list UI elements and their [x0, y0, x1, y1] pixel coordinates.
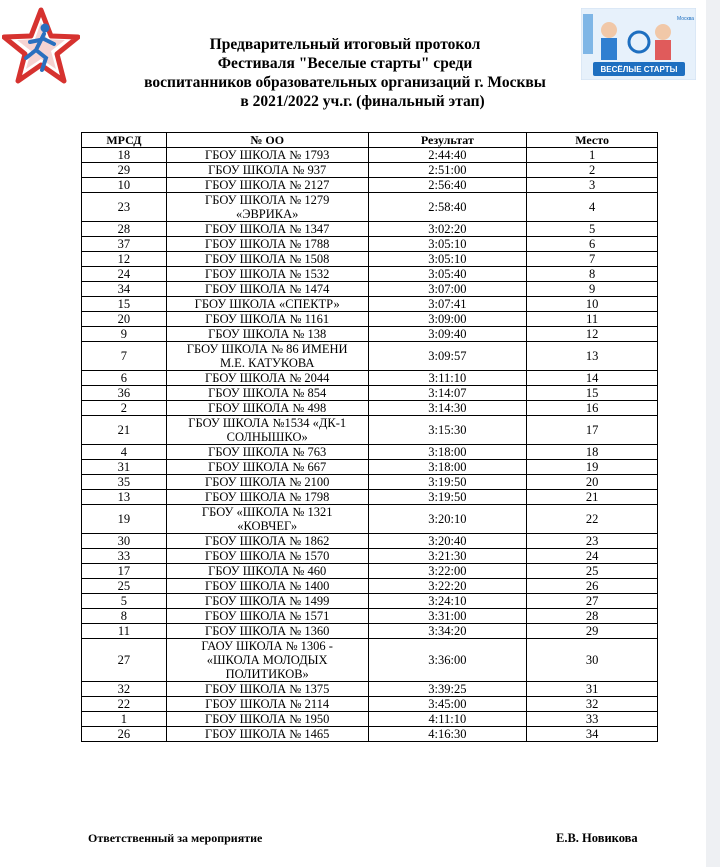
- cell-place: 10: [527, 297, 658, 312]
- cell-school: ГБОУ ШКОЛА № 1793: [166, 148, 368, 163]
- table-row: [82, 460, 658, 475]
- cell-school: ГБОУ ШКОЛА № 1161: [166, 312, 368, 327]
- table-row: [82, 564, 658, 579]
- cell-school: ГБОУ ШКОЛА № 1788: [166, 237, 368, 252]
- cell-mrsd: 7: [82, 342, 167, 371]
- cell-school: ГБОУ ШКОЛА № 937: [166, 163, 368, 178]
- cell-mrsd: 15: [82, 297, 167, 312]
- cell-mrsd: 12: [82, 252, 167, 267]
- cell-result: 4:16:30: [368, 727, 527, 742]
- cell-place: 30: [527, 639, 658, 682]
- table-body: [82, 148, 658, 742]
- cell-school: ГБОУ ШКОЛА № 1347: [166, 222, 368, 237]
- cell-result: 3:39:25: [368, 682, 527, 697]
- table-row: [82, 609, 658, 624]
- cell-result: 3:07:41: [368, 297, 527, 312]
- table-row: [82, 697, 658, 712]
- cell-result: 3:14:07: [368, 386, 527, 401]
- cell-mrsd: 35: [82, 475, 167, 490]
- cell-place: 33: [527, 712, 658, 727]
- cell-place: 32: [527, 697, 658, 712]
- cell-school: ГБОУ ШКОЛА № 2044: [166, 371, 368, 386]
- cell-place: 22: [527, 505, 658, 534]
- table-row: [82, 282, 658, 297]
- cell-school: ГБОУ ШКОЛА «СПЕКТР»: [166, 297, 368, 312]
- cell-result: 3:14:30: [368, 401, 527, 416]
- cell-result: 3:36:00: [368, 639, 527, 682]
- cell-place: 17: [527, 416, 658, 445]
- cell-mrsd: 5: [82, 594, 167, 609]
- cell-result: 3:09:00: [368, 312, 527, 327]
- cell-result: 2:44:40: [368, 148, 527, 163]
- title-line-4: в 2021/2022 уч.г. (финальный этап): [240, 93, 485, 110]
- table-row: [82, 639, 658, 682]
- table-row: [82, 401, 658, 416]
- cell-mrsd: 17: [82, 564, 167, 579]
- table-row: [82, 579, 658, 594]
- cell-result: 3:09:40: [368, 327, 527, 342]
- cell-result: 3:05:40: [368, 267, 527, 282]
- cell-school: ГБОУ ШКОЛА № 1508: [166, 252, 368, 267]
- table-row: [82, 222, 658, 237]
- table-row: [82, 594, 658, 609]
- cell-result: 3:22:00: [368, 564, 527, 579]
- cell-school: ГБОУ ШКОЛА № 1570: [166, 549, 368, 564]
- cell-school: ГБОУ ШКОЛА № 138: [166, 327, 368, 342]
- cell-result: 4:11:10: [368, 712, 527, 727]
- cell-place: 14: [527, 371, 658, 386]
- cell-place: 12: [527, 327, 658, 342]
- cell-result: 3:19:50: [368, 475, 527, 490]
- cell-place: 20: [527, 475, 658, 490]
- header-mrsd: МРСД: [82, 133, 167, 148]
- cell-place: 3: [527, 178, 658, 193]
- cell-mrsd: 37: [82, 237, 167, 252]
- cell-place: 19: [527, 460, 658, 475]
- table-row: [82, 237, 658, 252]
- cell-place: 11: [527, 312, 658, 327]
- table-row: [82, 148, 658, 163]
- cell-place: 7: [527, 252, 658, 267]
- table-row: [82, 267, 658, 282]
- cell-result: 3:11:10: [368, 371, 527, 386]
- cell-mrsd: 2: [82, 401, 167, 416]
- cell-school: ГБОУ ШКОЛА № 460: [166, 564, 368, 579]
- cell-school: ГБОУ ШКОЛА № 763: [166, 445, 368, 460]
- header-school: № ОО: [166, 133, 368, 148]
- cell-school: ГБОУ ШКОЛА № 1499: [166, 594, 368, 609]
- cell-school: ГБОУ ШКОЛА № 1532: [166, 267, 368, 282]
- cell-result: 2:56:40: [368, 178, 527, 193]
- table-row: [82, 727, 658, 742]
- cell-place: 8: [527, 267, 658, 282]
- cell-result: 3:24:10: [368, 594, 527, 609]
- title-line-1: Предварительный итоговый протокол: [209, 36, 481, 53]
- page-edge-shadow: [706, 0, 720, 867]
- table-row: [82, 178, 658, 193]
- cell-result: 3:21:30: [368, 549, 527, 564]
- cell-place: 13: [527, 342, 658, 371]
- cell-school: ГБОУ ШКОЛА № 498: [166, 401, 368, 416]
- cell-place: 27: [527, 594, 658, 609]
- table-row: [82, 163, 658, 178]
- cell-place: 34: [527, 727, 658, 742]
- cell-place: 25: [527, 564, 658, 579]
- cell-result: 3:15:30: [368, 416, 527, 445]
- cell-mrsd: 13: [82, 490, 167, 505]
- cell-place: 15: [527, 386, 658, 401]
- cell-mrsd: 1: [82, 712, 167, 727]
- cell-school: ГБОУ ШКОЛА № 2127: [166, 178, 368, 193]
- cell-place: 16: [527, 401, 658, 416]
- footer-responsible-name: Е.В. Новикова: [556, 831, 638, 845]
- cell-place: 2: [527, 163, 658, 178]
- table-row: [82, 416, 658, 445]
- cell-result: 3:07:00: [368, 282, 527, 297]
- cell-mrsd: 6: [82, 371, 167, 386]
- header-place: Место: [527, 133, 658, 148]
- cell-school: ГБОУ ШКОЛА № 1465: [166, 727, 368, 742]
- cell-school: ГБОУ ШКОЛА № 1862: [166, 534, 368, 549]
- cell-place: 24: [527, 549, 658, 564]
- table-row: [82, 682, 658, 697]
- cell-school: ГБОУ ШКОЛА № 1950: [166, 712, 368, 727]
- document-title: [60, 35, 660, 111]
- table-row: [82, 327, 658, 342]
- table-row: [82, 445, 658, 460]
- cell-place: 1: [527, 148, 658, 163]
- table-header-row: [82, 133, 658, 148]
- cell-mrsd: 4: [82, 445, 167, 460]
- cell-school: ГБОУ ШКОЛА № 1279 «ЭВРИКА»: [166, 193, 368, 222]
- cell-result: 3:05:10: [368, 237, 527, 252]
- table-row: [82, 505, 658, 534]
- cell-result: 3:09:57: [368, 342, 527, 371]
- cell-result: 2:58:40: [368, 193, 527, 222]
- cell-result: 2:51:00: [368, 163, 527, 178]
- table-row: [82, 386, 658, 401]
- cell-school: ГБОУ ШКОЛА № 2100: [166, 475, 368, 490]
- cell-mrsd: 11: [82, 624, 167, 639]
- cell-school: ГБОУ ШКОЛА № 667: [166, 460, 368, 475]
- cell-school: ГБОУ ШКОЛА № 1360: [166, 624, 368, 639]
- cell-result: 3:05:10: [368, 252, 527, 267]
- cell-place: 6: [527, 237, 658, 252]
- cell-mrsd: 33: [82, 549, 167, 564]
- cell-mrsd: 22: [82, 697, 167, 712]
- header-result: Результат: [368, 133, 527, 148]
- logo-caption: ВЕСЁЛЫЕ СТАРТЫ: [600, 65, 678, 74]
- cell-school: ГБОУ ШКОЛА №1534 «ДК-1 СОЛНЫШКО»: [166, 416, 368, 445]
- table-row: [82, 549, 658, 564]
- cell-mrsd: 19: [82, 505, 167, 534]
- table-row: [82, 475, 658, 490]
- cell-result: 3:34:20: [368, 624, 527, 639]
- cell-mrsd: 36: [82, 386, 167, 401]
- cell-mrsd: 27: [82, 639, 167, 682]
- table-row: [82, 297, 658, 312]
- cell-school: ГБОУ ШКОЛА № 1571: [166, 609, 368, 624]
- cell-school: ГБОУ ШКОЛА № 1400: [166, 579, 368, 594]
- cell-school: ГБОУ «ШКОЛА № 1321 «КОВЧЕГ»: [166, 505, 368, 534]
- cell-mrsd: 29: [82, 163, 167, 178]
- cell-place: 29: [527, 624, 658, 639]
- cell-school: ГБОУ ШКОЛА № 1474: [166, 282, 368, 297]
- cell-result: 3:02:20: [368, 222, 527, 237]
- title-line-3: воспитанников образовательных организаций г. Москвы: [144, 74, 546, 91]
- cell-result: 3:20:10: [368, 505, 527, 534]
- cell-place: 28: [527, 609, 658, 624]
- cell-school: ГАОУ ШКОЛА № 1306 - «ШКОЛА МОЛОДЫХ ПОЛИТИКОВ»: [166, 639, 368, 682]
- cell-school: ГБОУ ШКОЛА № 2114: [166, 697, 368, 712]
- cell-place: 5: [527, 222, 658, 237]
- cell-mrsd: 26: [82, 727, 167, 742]
- table-row: [82, 342, 658, 371]
- cell-school: ГБОУ ШКОЛА № 86 ИМЕНИ М.Е. КАТУКОВА: [166, 342, 368, 371]
- cell-mrsd: 10: [82, 178, 167, 193]
- table-row: [82, 193, 658, 222]
- table-row: [82, 371, 658, 386]
- cell-result: 3:22:20: [368, 579, 527, 594]
- table-row: [82, 712, 658, 727]
- cell-mrsd: 18: [82, 148, 167, 163]
- cell-result: 3:31:00: [368, 609, 527, 624]
- cell-mrsd: 31: [82, 460, 167, 475]
- cell-result: 3:45:00: [368, 697, 527, 712]
- cell-school: ГБОУ ШКОЛА № 1798: [166, 490, 368, 505]
- cell-result: 3:20:40: [368, 534, 527, 549]
- cell-place: 9: [527, 282, 658, 297]
- svg-text:Москва: Москва: [677, 16, 695, 22]
- cell-mrsd: 30: [82, 534, 167, 549]
- cell-mrsd: 28: [82, 222, 167, 237]
- cell-mrsd: 20: [82, 312, 167, 327]
- cell-mrsd: 24: [82, 267, 167, 282]
- cell-mrsd: 23: [82, 193, 167, 222]
- cell-result: 3:18:00: [368, 460, 527, 475]
- title-line-2: Фестиваля "Веселые старты" среди: [217, 55, 473, 72]
- cell-result: 3:18:00: [368, 445, 527, 460]
- cell-mrsd: 34: [82, 282, 167, 297]
- table-row: [82, 252, 658, 267]
- cell-place: 18: [527, 445, 658, 460]
- cell-mrsd: 25: [82, 579, 167, 594]
- table-row: [82, 624, 658, 639]
- cell-mrsd: 32: [82, 682, 167, 697]
- cell-mrsd: 8: [82, 609, 167, 624]
- cell-mrsd: 21: [82, 416, 167, 445]
- cell-place: 4: [527, 193, 658, 222]
- cell-place: 26: [527, 579, 658, 594]
- cell-result: 3:19:50: [368, 490, 527, 505]
- cell-place: 21: [527, 490, 658, 505]
- table-row: [82, 490, 658, 505]
- cell-school: ГБОУ ШКОЛА № 1375: [166, 682, 368, 697]
- footer-responsible-label: Ответственный за мероприятие: [88, 831, 263, 845]
- table-row: [82, 534, 658, 549]
- cell-place: 23: [527, 534, 658, 549]
- table-row: [82, 312, 658, 327]
- results-table: [81, 132, 658, 742]
- cell-place: 31: [527, 682, 658, 697]
- cell-school: ГБОУ ШКОЛА № 854: [166, 386, 368, 401]
- cell-mrsd: 9: [82, 327, 167, 342]
